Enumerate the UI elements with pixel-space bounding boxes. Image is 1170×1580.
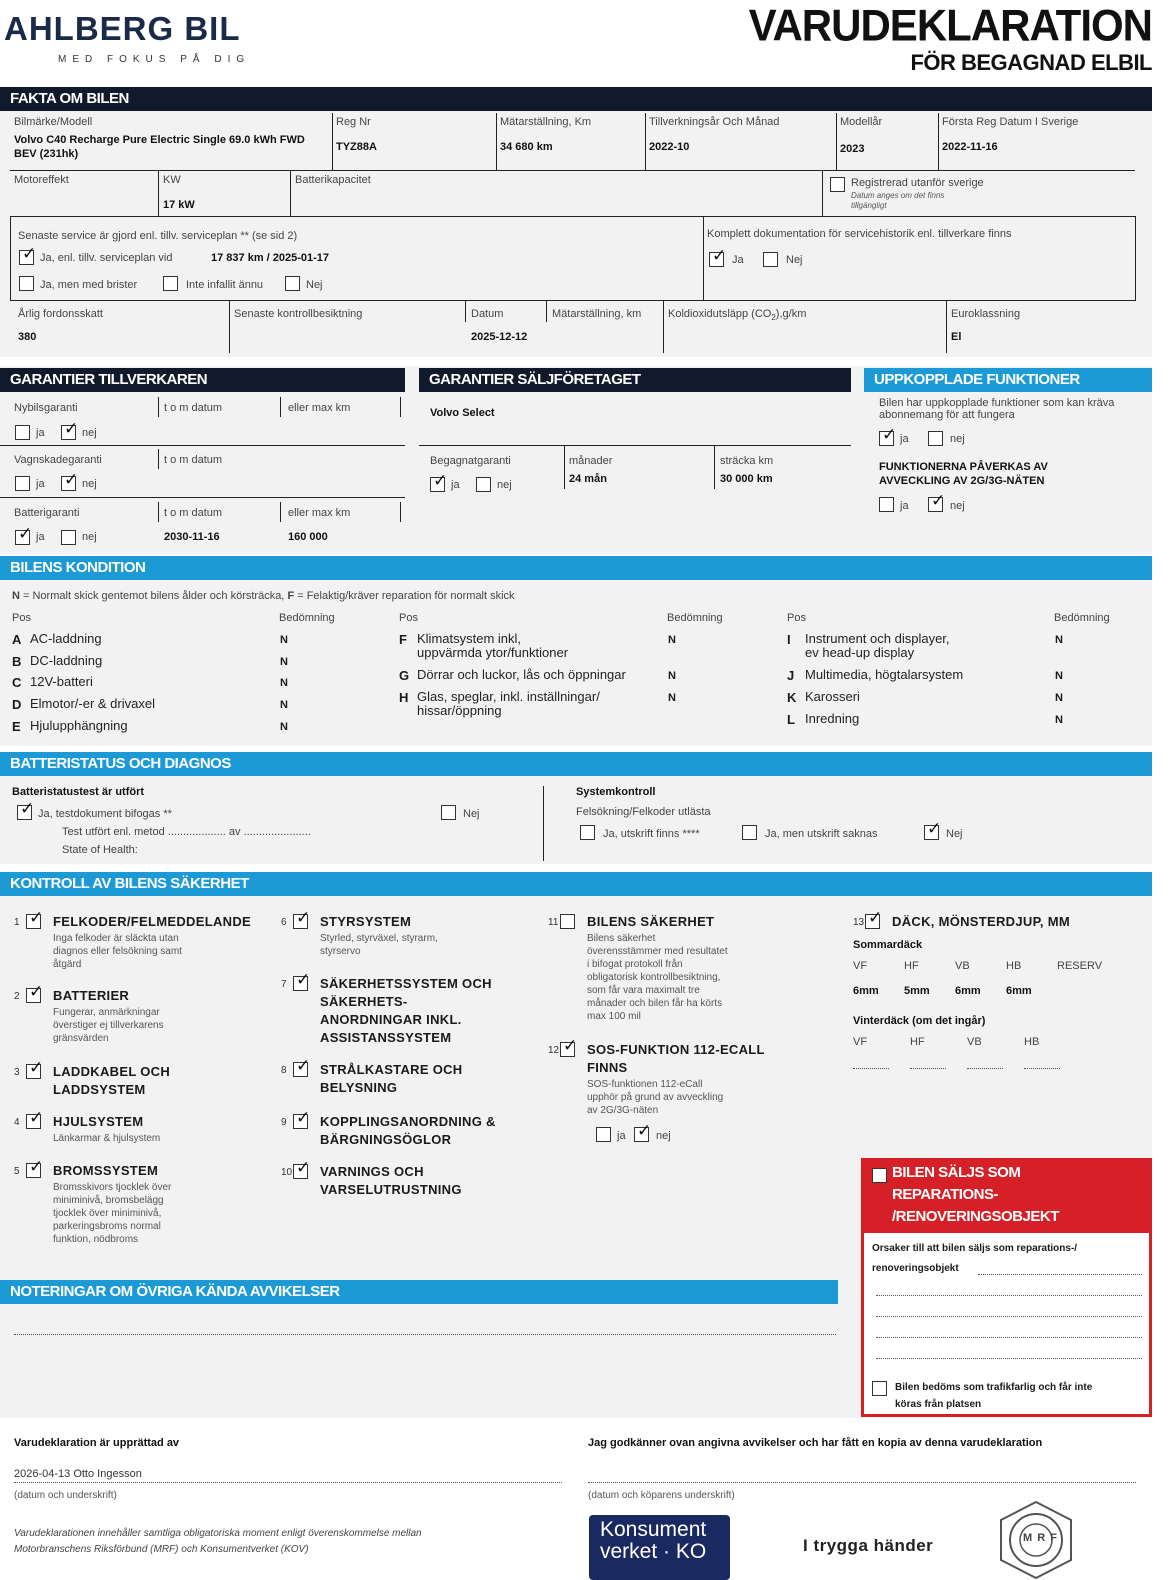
pos-col1: Pos [12, 612, 31, 624]
check-mark-icon: ✓ [296, 908, 311, 927]
battery-test-label: Batteristatustest är utfört [12, 786, 145, 798]
manufactured-label: Tillverkningsår Och Månad [649, 116, 780, 128]
notes-line[interactable] [14, 1334, 836, 1335]
inspection-odo-label: Mätarställning, km [552, 308, 642, 320]
safety-item-title: HJULSYSTEM [53, 1114, 144, 1129]
service-notyet-label: Inte infallit ännu [186, 279, 264, 291]
check-mark-icon: ✓ [29, 1108, 44, 1127]
manufactured-value: 2022-10 [649, 141, 690, 153]
body-guarantee-label: Vagnskadegaranti [14, 454, 102, 466]
used-nej-label: nej [497, 479, 512, 491]
condition-item-rating: N [1055, 634, 1063, 646]
service-label: Senaste service är gjord enl. tillv. serviceplan ** (se sid 2) [18, 230, 298, 242]
fault-printout-label: Ja, utskrift finns **** [603, 828, 700, 840]
g3-ja-checkbox[interactable] [879, 497, 894, 512]
check-mark-icon: ✓ [29, 1157, 44, 1176]
odometer-label: Mätarställning, Km [500, 116, 592, 128]
condition-item-rating: N [280, 656, 288, 668]
check-mark-icon: ✓ [29, 982, 44, 1001]
winter-hf-label: HF [910, 1036, 925, 1048]
condition-item-label: Dörrar och luckor, lås och öppningar [417, 667, 626, 682]
safety-item-checkbox[interactable] [293, 908, 311, 929]
safety-item-title: BELYSNING [320, 1080, 398, 1095]
bed-col2: Bedömning [667, 612, 723, 624]
safety-item-description: obligatorisk kontrollbesiktning, [587, 972, 721, 983]
summer-vf-value: 6mm [853, 985, 879, 997]
check-mark-icon: ✓ [29, 908, 44, 927]
condition-item-key: I [787, 632, 791, 647]
kv-line-1: Konsument [600, 1518, 707, 1541]
power-label: Motoreffekt [14, 174, 69, 186]
repair-line-1[interactable] [978, 1274, 1142, 1275]
g3-nej-label: nej [950, 500, 965, 512]
safety-item-description: Länkarmar & hjulsystem [53, 1133, 161, 1144]
body-ja-label: ja [36, 478, 45, 490]
abroad-label: Registrerad utanför sverige [851, 177, 984, 189]
kw-value: 17 kW [163, 199, 195, 211]
body-ja-checkbox[interactable] [15, 476, 30, 491]
model-year-label: Modellår [840, 116, 883, 128]
model-value: Volvo C40 Recharge Pure Electric Single 69.0 kWh FWD BEV (231hk) [14, 134, 305, 160]
connected-nej-checkbox[interactable] [928, 431, 943, 446]
co2-label: Koldioxidutsläpp $(CO_2),g/km$ [668, 308, 807, 323]
winter-hb-line[interactable] [1024, 1068, 1060, 1069]
safety-item-checkbox[interactable] [293, 1158, 311, 1179]
made-by-label: Varudeklaration är upprättad av [14, 1437, 180, 1449]
winter-vf-label: VF [853, 1036, 868, 1048]
safety-item-title: BÄRGNINGSÖGLOR [320, 1132, 452, 1147]
condition-legend: N = Normalt skick gentemot bilens ålder och körsträcka, F = Felaktig/kräver reparation för normalt skick [12, 590, 515, 602]
winter-vf-line[interactable] [853, 1068, 889, 1069]
condition-item-label: Hjulupphängning [30, 718, 128, 733]
company-tagline: MED FOKUS PÅ DIG [58, 54, 251, 65]
summer-hf-label: HF [904, 960, 919, 972]
repair-checkbox[interactable] [872, 1168, 887, 1183]
approve-label: Jag godkänner ovan angivna avvikelser och har fått en kopia av denna varudeklaration [588, 1437, 1043, 1449]
state-of-health-label: State of Health: [62, 844, 138, 856]
safety-item-number: 8 [281, 1065, 287, 1076]
safety-item-number: 13 [853, 917, 865, 928]
safety-item-checkbox[interactable] [560, 1036, 578, 1057]
safety-item-title: LADDSYSTEM [53, 1082, 146, 1097]
condition-item-label: 12V-batteri [30, 674, 93, 689]
safety-header: KONTROLL AV BILENS SÄKERHET [0, 872, 1152, 896]
fault-noprint-label: Ja, men utskrift saknas [765, 828, 878, 840]
condition-item-label-2: hissar/öppning [417, 703, 502, 718]
safety-item-title: KOPPLINGSANORDNING & [320, 1114, 496, 1129]
connected-q1: Bilen har uppkopplade funktioner som kan kräva abonnemang för att fungera [879, 397, 1115, 421]
repair-reason-2: renoveringsobjekt [872, 1263, 959, 1274]
battery-ja-checkbox[interactable]: ✓ [15, 530, 30, 545]
condition-item-rating: N [668, 670, 676, 682]
bed-col1: Bedömning [279, 612, 335, 624]
safety-item-description: Bromsskivors tjocklek över [53, 1182, 172, 1193]
euro-value: El [951, 331, 962, 343]
signature-note: (datum och underskrift) [14, 1490, 117, 1501]
condition-item-rating: N [280, 721, 288, 733]
fault-codes-label: Felsökning/Felkoder utlästa [576, 806, 711, 818]
safety-item-number: 7 [281, 979, 287, 990]
repair-line-2[interactable] [876, 1295, 1142, 1296]
safety-item-description: Fungerar, anmärkningar [53, 1007, 160, 1018]
safety-item-number: 5 [14, 1166, 20, 1177]
safety-item-description: åtgärd [53, 959, 82, 970]
doc-no-label: Nej [786, 254, 803, 266]
safety-item-description: som får vara maximalt tre [587, 985, 700, 996]
euro-label: Euroklassning [951, 308, 1021, 320]
service-yes-checkbox[interactable]: ✓ [19, 250, 34, 265]
safety-item-checkbox[interactable] [26, 908, 44, 929]
buyer-signature-note: (datum och köparens underskrift) [588, 1490, 735, 1501]
condition-item-rating: N [280, 634, 288, 646]
repair-line-5[interactable] [876, 1358, 1142, 1359]
model-year-value: 2023 [840, 143, 865, 155]
safety-item-title: STRÅLKASTARE OCH [320, 1062, 463, 1077]
summer-tires-label: Sommardäck [853, 939, 923, 951]
sos-ja-label: ja [617, 1130, 626, 1142]
connected-functions-header: UPPKOPPLADE FUNKTIONER [864, 368, 1152, 392]
page-subtitle: FÖR BEGAGNAD ELBIL [910, 50, 1152, 75]
first-reg-value: 2022-11-16 [942, 141, 998, 153]
summer-vf-label: VF [853, 960, 868, 972]
check-mark-icon: ✓ [296, 1158, 311, 1177]
safety-item-title: BROMSSYSTEM [53, 1163, 159, 1178]
safety-item-description: styrservo [320, 946, 361, 957]
g3-ja-label: ja [900, 500, 909, 512]
system-check-label: Systemkontroll [576, 786, 656, 798]
manufacturer-guarantee-header: GARANTIER TILLVERKAREN [0, 368, 405, 392]
safety-item-checkbox[interactable] [865, 908, 883, 929]
new-car-guarantee-label: Nybilsgaranti [14, 402, 78, 414]
safety-item-number: 12 [548, 1045, 560, 1056]
reg-label: Reg Nr [336, 116, 371, 128]
battery-tom-label: t o m datum [164, 507, 223, 519]
repair-title-3: /RENOVERINGSOBJEKT [892, 1208, 1059, 1225]
seller-guarantee-name: Volvo Select [430, 407, 495, 419]
condition-item-rating: N [1055, 692, 1063, 704]
legal-text-2: Motorbranschens Riksförbund (MRF) och Konsumentverket (KOV) [14, 1544, 309, 1555]
safety-item-checkbox[interactable] [293, 1056, 311, 1077]
check-mark-icon: ✓ [296, 1056, 311, 1075]
buyer-signature-line[interactable] [588, 1482, 1136, 1483]
condition-item-label: Klimatsystem inkl, [417, 631, 522, 646]
winter-tires-label: Vinterdäck (om det ingår) [853, 1015, 986, 1027]
check-mark-icon: ✓ [29, 1058, 44, 1077]
connected-q2: FUNKTIONERNA PÅVERKAS AV AVVECKLING AV 2G/3G-NÄTEN [879, 461, 1048, 487]
safety-item-description: max 100 mil [587, 1011, 641, 1022]
safety-item-title: STYRSYSTEM [320, 914, 412, 929]
body-tom-label: t o m datum [164, 454, 223, 466]
signature-line [14, 1482, 562, 1483]
inspection-date-label: Datum [471, 308, 504, 320]
safety-item-description: upphör på grund av avveckling [587, 1092, 724, 1103]
winter-vb-line[interactable] [967, 1068, 1003, 1069]
safety-item-description: överstiger ej tillverkarens [53, 1020, 164, 1031]
service-brister-checkbox[interactable] [19, 276, 34, 291]
battery-guarantee-date: 2030-11-16 [164, 531, 220, 543]
battery-test-no-checkbox[interactable] [441, 805, 456, 820]
safety-item-description: överensstämmer med resultatet [587, 946, 728, 957]
fault-printout-checkbox[interactable] [580, 825, 595, 840]
battery-test-method: Test utfört enl. metod ................... av ...................... [62, 826, 311, 838]
model-label: Bilmärke/Modell [14, 116, 93, 128]
used-nej-checkbox[interactable] [476, 477, 491, 492]
battery-header: BATTERISTATUS OCH DIAGNOS [0, 752, 1152, 776]
condition-item-rating: N [1055, 714, 1063, 726]
safety-item-title: DÄCK, MÖNSTERDJUP, MM [892, 914, 1070, 929]
seller-guarantee-header: GARANTIER SÄLJFÖRETAGET [419, 368, 851, 392]
repair-line-3[interactable] [876, 1316, 1142, 1317]
safety-item-number: 4 [14, 1117, 20, 1128]
condition-section [0, 556, 1152, 746]
condition-item-key: D [12, 697, 22, 712]
condition-item-key: F [399, 632, 407, 647]
repair-reason-1: Orsaker till att bilen säljs som reparations-/ [872, 1243, 1078, 1254]
safety-item-title: SOS-FUNKTION 112-ECALL [587, 1042, 765, 1057]
safety-item-description: tjocklek över miniminivå, [53, 1208, 162, 1219]
safety-item-number: 10 [281, 1167, 293, 1178]
g3-nej-checkbox[interactable]: ✓ [928, 497, 943, 512]
connected-ja-checkbox[interactable]: ✓ [879, 431, 894, 446]
safety-item-description: SOS-funktionen 112-eCall [587, 1079, 703, 1090]
condition-item-label-2: uppvärmda ytor/funktioner [417, 645, 569, 660]
fault-noprint-checkbox[interactable] [742, 825, 757, 840]
doc-no-checkbox[interactable] [763, 252, 778, 267]
summer-hf-value: 5mm [904, 985, 930, 997]
condition-item-label: Multimedia, högtalarsystem [805, 667, 964, 682]
condition-item-rating: N [668, 634, 676, 646]
battery-nej-label: nej [82, 531, 97, 543]
months-value: 24 mån [569, 473, 607, 485]
battery-ja-label: ja [36, 531, 45, 543]
tax-label: Årlig fordonsskatt [18, 308, 103, 320]
check-mark-icon: ✓ [868, 908, 883, 927]
safety-item-number: 9 [281, 1117, 287, 1128]
repair-line-4[interactable] [876, 1337, 1142, 1338]
check-mark-icon: ✓ [296, 1108, 311, 1127]
summer-vb-label: VB [955, 960, 970, 972]
service-brister-label: Ja, men med brister [40, 279, 138, 291]
battery-maxkm-label: eller max km [288, 507, 351, 519]
condition-item-key: G [399, 668, 410, 683]
doc-yes-label: Ja [732, 254, 744, 266]
abroad-note: Datum anges om det finns tillgängligt [851, 191, 945, 210]
condition-item-label: DC-laddning [30, 653, 103, 668]
distance-label: sträcka km [720, 455, 774, 467]
used-ja-checkbox[interactable]: ✓ [430, 477, 445, 492]
battery-test-yes-checkbox[interactable]: ✓ [17, 805, 32, 820]
pos-col3: Pos [787, 612, 806, 624]
condition-item-label: Instrument och displayer, [805, 631, 950, 646]
months-label: månader [569, 455, 613, 467]
fault-no-checkbox[interactable]: ✓ [924, 825, 939, 840]
safety-item-checkbox[interactable] [560, 914, 575, 929]
new-car-nej-label: nej [82, 427, 97, 439]
company-logo: AHLBERG BIL [4, 10, 241, 47]
battery-nej-checkbox[interactable] [61, 530, 76, 545]
condition-item-label-2: ev head-up display [805, 645, 915, 660]
condition-item-rating: N [280, 699, 288, 711]
safety-item-number: 6 [281, 917, 287, 928]
konsumentverket-logo [589, 1515, 730, 1580]
safety-item-description: månader och bilen får ha körts [587, 998, 723, 1009]
kv-line-2: verket · KO [600, 1540, 707, 1563]
safety-item-number: 3 [14, 1067, 20, 1078]
odometer-value: 34 680 km [500, 141, 553, 153]
safety-item-description: parkeringsbroms normal [53, 1221, 161, 1232]
safety-item-title: SÄKERHETSSYSTEM OCH [320, 976, 492, 991]
repair-title-2: REPARATIONS- [892, 1186, 998, 1203]
mrf-text: M R F [1023, 1532, 1058, 1544]
condition-item-label: Inredning [805, 711, 860, 726]
safety-item-description: Inga felkoder är släckta utan [53, 933, 179, 944]
service-no-label: Nej [306, 279, 323, 291]
safety-item-description: i bifogat protokoll från [587, 959, 683, 970]
signature-value[interactable]: 2026-04-13 Otto Ingesson [14, 1468, 142, 1480]
summer-hb-value: 6mm [1006, 985, 1032, 997]
safety-item-checkbox[interactable] [26, 982, 44, 1003]
new-car-nej-checkbox[interactable]: ✓ [61, 425, 76, 440]
condition-item-key: J [787, 668, 795, 683]
safety-item-title: SÄKERHETS- [320, 994, 408, 1009]
condition-item-rating: N [668, 692, 676, 704]
safety-item-title: LADDKABEL OCH [53, 1064, 171, 1079]
body-nej-checkbox[interactable]: ✓ [61, 476, 76, 491]
connected-ja-label: ja [900, 433, 909, 445]
doc-yes-checkbox[interactable]: ✓ [709, 252, 724, 267]
condition-item-key: E [12, 719, 21, 734]
service-notyet-checkbox[interactable] [163, 276, 178, 291]
safety-item-description: av 2G/3G-näten [587, 1105, 659, 1116]
safety-item-checkbox[interactable] [26, 1108, 44, 1129]
battery-test-yes-label: Ja, testdokument bifogas ** [38, 808, 172, 820]
sos-nej-label: nej [656, 1130, 671, 1142]
trygga-text: I trygga händer [803, 1536, 934, 1555]
safety-item-title: FINNS [587, 1060, 628, 1075]
battery-capacity-label: Batterikapacitet [295, 174, 371, 186]
safety-item-title: BATTERIER [53, 988, 130, 1003]
new-car-maxkm-label: eller max km [288, 402, 351, 414]
condition-item-key: L [787, 712, 795, 727]
condition-header: BILENS KONDITION [0, 556, 1152, 580]
sos-nej-checkbox[interactable]: ✓ [634, 1127, 649, 1142]
connected-nej-label: nej [950, 433, 965, 445]
safety-item-description: diagnos eller felsökning samt [53, 946, 182, 957]
check-mark-icon: ✓ [563, 1036, 578, 1055]
first-reg-label: Första Reg Datum I Sverige [942, 116, 1079, 128]
safety-item-title: FELKODER/FELMEDDELANDE [53, 914, 251, 929]
battery-guarantee-label: Batterigaranti [14, 507, 80, 519]
service-yes-label: Ja, enl. tillv. serviceplan vid [40, 252, 173, 264]
safety-item-description: funktion, nödbroms [53, 1234, 139, 1245]
condition-item-label: Glas, speglar, inkl. inställningar/ [417, 689, 600, 704]
condition-item-key: H [399, 690, 409, 705]
safety-item-number: 11 [548, 917, 559, 928]
distance-value: 30 000 km [720, 473, 773, 485]
condition-item-key: B [12, 654, 22, 669]
bed-col3: Bedömning [1054, 612, 1110, 624]
condition-item-key: C [12, 675, 22, 690]
mrf-seal [995, 1500, 1077, 1580]
used-ja-label: ja [451, 479, 460, 491]
body-nej-label: nej [82, 478, 97, 490]
safety-item-title: VARNINGS OCH [320, 1164, 424, 1179]
safety-item-number: 2 [14, 991, 20, 1002]
inspection-date-value: 2025-12-12 [471, 331, 528, 343]
safety-item-checkbox[interactable] [26, 1157, 44, 1178]
safety-item-title: VARSELUTRUSTNING [320, 1182, 462, 1197]
safety-item-description: Styrled, styrväxel, styrarm, [320, 933, 438, 944]
condition-item-key: K [787, 690, 797, 705]
safety-item-description: Bilens säkerhet [587, 933, 656, 944]
winter-vb-label: VB [967, 1036, 982, 1048]
safety-item-checkbox[interactable] [293, 1108, 311, 1129]
summer-vb-value: 6mm [955, 985, 981, 997]
battery-test-no-label: Nej [463, 808, 480, 820]
new-car-tom-label: t o m datum [164, 402, 223, 414]
doc-label: Komplett dokumentation för servicehistorik enl. tillverkare finns [707, 228, 1012, 240]
notes-header: NOTERINGAR OM ÖVRIGA KÄNDA AVVIKELSER [0, 1280, 838, 1304]
pos-col2: Pos [399, 612, 418, 624]
fakta-header: FAKTA OM BILEN [0, 87, 1152, 111]
abroad-checkbox[interactable] [830, 177, 845, 192]
sos-ja-checkbox[interactable] [596, 1127, 611, 1142]
legal-text-1: Varudeklarationen innehåller samtliga obligatoriska moment enligt överenskommelse mellan [14, 1528, 422, 1539]
used-guarantee-label: Begagnatgaranti [430, 455, 511, 467]
summer-hb-label: HB [1006, 960, 1022, 972]
condition-item-label: Elmotor/-er & drivaxel [30, 696, 155, 711]
new-car-ja-label: ja [36, 427, 45, 439]
fault-no-label: Nej [946, 828, 963, 840]
safety-item-description: miniminivå, bromsbelägg [53, 1195, 164, 1206]
page-title: VARUDEKLARATION [748, 0, 1152, 51]
condition-item-label: AC-laddning [30, 631, 102, 646]
condition-item-label: Karosseri [805, 689, 860, 704]
safety-item-title: ANORDNINGAR INKL. [320, 1012, 462, 1027]
service-no-checkbox[interactable] [285, 276, 300, 291]
reg-value: TYZ88A [336, 141, 377, 153]
summer-reserv-label: RESERV [1057, 960, 1103, 972]
new-car-ja-checkbox[interactable] [15, 425, 30, 440]
condition-item-rating: N [280, 677, 288, 689]
safety-item-checkbox[interactable] [293, 970, 311, 991]
battery-guarantee-km: 160 000 [288, 531, 328, 543]
safety-item-description: gränsvärden [53, 1033, 109, 1044]
inspection-label: Senaste kontrollbesiktning [234, 308, 363, 320]
condition-item-key: A [12, 632, 22, 647]
safety-item-title: ASSISTANSSYSTEM [320, 1030, 452, 1045]
winter-hf-line[interactable] [910, 1068, 946, 1069]
danger-checkbox[interactable] [872, 1381, 887, 1396]
safety-item-number: 1 [14, 917, 20, 928]
danger-label-2: köras från platsen [895, 1399, 982, 1410]
danger-label-1: Bilen bedöms som trafikfarlig och får inte [895, 1382, 1093, 1393]
kw-label: KW [163, 174, 181, 186]
safety-item-title: BILENS SÄKERHET [587, 914, 715, 929]
winter-hb-label: HB [1024, 1036, 1040, 1048]
safety-item-checkbox[interactable] [26, 1058, 44, 1079]
service-yes-value: 17 837 km / 2025-01-17 [211, 252, 330, 264]
tax-value: 380 [18, 331, 37, 343]
condition-item-rating: N [1055, 670, 1063, 682]
check-mark-icon: ✓ [296, 970, 311, 989]
repair-title-1: BILEN SÄLJS SOM [892, 1164, 1021, 1181]
